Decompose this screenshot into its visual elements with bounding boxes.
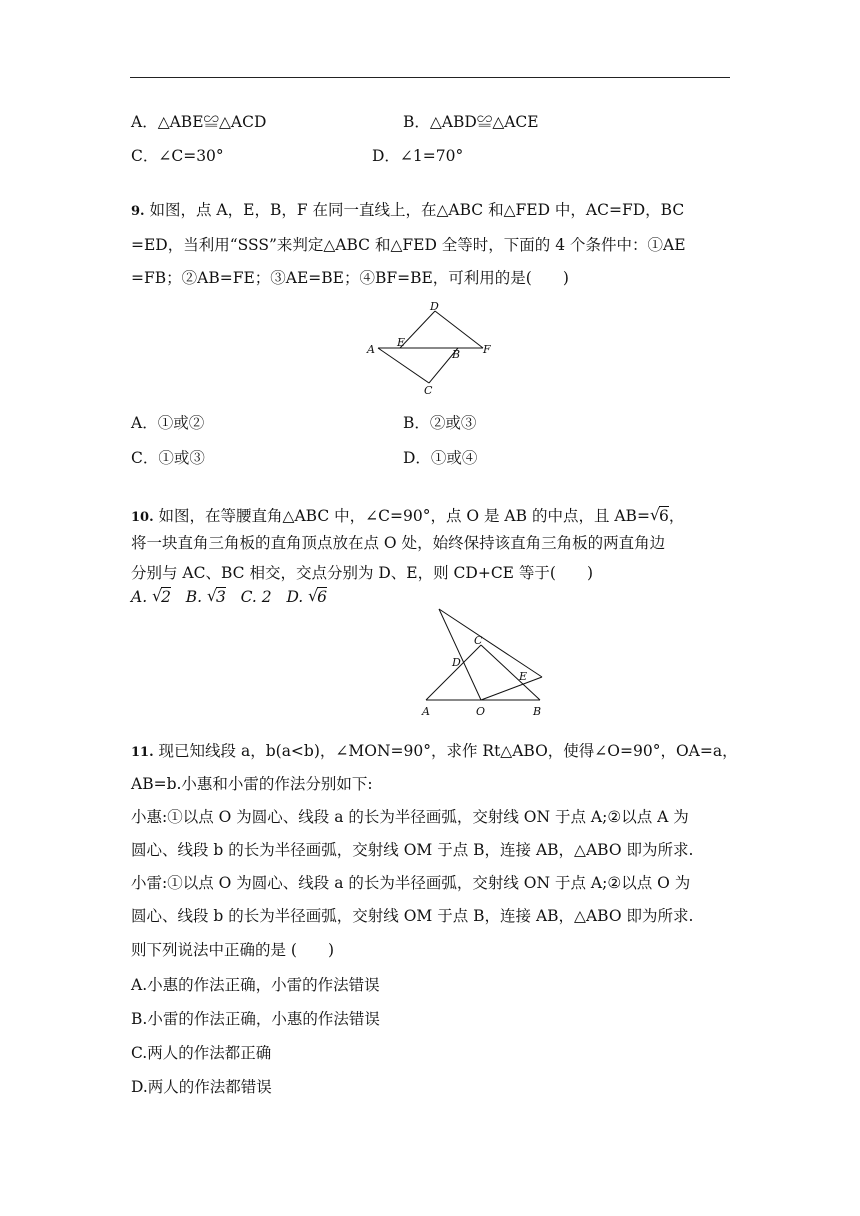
q10-sqrt-6 [650,506,669,526]
q10-line-1 [131,506,684,528]
q10-option-a-letter: A. [131,588,153,606]
q10-option-d-letter: D. [286,588,309,606]
header-rule [130,77,730,78]
q9-option-d[interactable]: D．①或④ [403,449,478,467]
q10-label-b: B [533,705,542,718]
q10-option-b[interactable] [186,588,226,606]
q9-label-b: B [452,348,461,361]
q10-sqrt-6-radicand: 6 [658,507,669,525]
q11-line-6: 圆心、线段 b 的长为半径画弧，交射线 OM 于点 B，连接 AB，△ABO 即为所求. [131,907,694,925]
q10-line-3: 分别与 AC、BC 相交，交点分别为 D、E，则 CD+CE 等于( ) [131,564,594,582]
q10-option-b-radicand: 3 [215,588,226,606]
q10-option-b-letter: B. [185,588,207,606]
q9-line-3: =FB；②AB=FE；③AE=BE；④BF=BE，可利用的是( ) [131,269,569,287]
q10-option-a-sqrt [152,587,171,607]
q9-label-e: E [397,336,406,349]
q9-line-2: =ED，当利用“SSS”来判定△ABC 和△FED 全等时，下面的 4 个条件中：①AE [131,236,686,254]
q10-line-2: 将一块直角三角板的直角顶点放在点 O 处，始终保持该直角三角板的两直角边 [131,534,666,552]
q9-text-1: 如图，点 A，E，B，F 在同一直线上，在△ABC 和△FED 中，AC=FD，BC [144,201,685,219]
q11-option-b[interactable]: B.小雷的作法正确，小惠的作法错误 [131,1010,380,1028]
q11-line-2: AB=b.小惠和小雷的作法分别如下: [131,775,373,793]
q10-option-b-sqrt [207,587,226,607]
q10-label-o: O [476,705,486,718]
q9-label-a: A [367,343,375,356]
q10-text-1b: ， [668,507,685,525]
q9-figure [360,296,500,400]
q11-line-7: 则下列说法中正确的是 ( ) [131,941,335,959]
q11-number: 11. [131,745,154,760]
q9-label-d: D [430,300,439,313]
q8-option-c[interactable]: C．∠C=30° [131,147,224,165]
q9-line-1 [131,200,684,222]
q9-option-b[interactable]: B．②或③ [403,414,477,432]
q10-label-d: D [452,656,461,669]
q9-option-a[interactable]: A．①或② [131,414,205,432]
q8-option-b[interactable]: B．△ABD≌△ACE [403,113,539,131]
q11-option-a[interactable]: A.小惠的作法正确，小雷的作法错误 [131,976,380,994]
q11-line-1 [131,741,738,763]
q11-line-5: 小雷:①以点 O 为圆心、线段 a 的长为半径画弧，交射线 ON 于点 A;②以点 O 为 [131,874,691,892]
q8-option-d[interactable]: D．∠1=70° [372,147,464,165]
q9-number: 9. [131,204,145,219]
q10-label-e: E [519,670,528,683]
q10-options-line [131,587,327,607]
q10-label-a: A [422,705,430,718]
q10-option-c[interactable]: C. 2 [240,588,272,606]
q10-figure-lines [426,609,542,700]
q11-line-4: 圆心、线段 b 的长为半径画弧，交射线 OM 于点 B，连接 AB，△ABO 即为所求. [131,841,694,859]
q11-option-d[interactable]: D.两人的作法都错误 [131,1078,272,1096]
q11-text-1: 现已知线段 a，b(a<b)，∠MON=90°，求作 Rt△ABO，使得∠O=90°，OA=a， [153,742,738,760]
q10-option-d-radicand: 6 [317,588,328,606]
q10-option-d[interactable] [286,588,327,606]
q10-option-a[interactable] [131,588,171,606]
q9-label-f: F [483,343,491,356]
q11-line-3: 小惠:①以点 O 为圆心、线段 a 的长为半径画弧，交射线 ON 于点 A;②以点 A 为 [131,808,689,826]
q9-option-c[interactable]: C．①或③ [131,449,205,467]
q9-label-c: C [424,384,433,397]
q10-text-1a: 如图，在等腰直角△ABC 中，∠C=90°，点 O 是 AB 的中点，且 AB= [153,507,650,525]
q10-figure [412,604,552,720]
q11-option-c[interactable]: C.两人的作法都正确 [131,1044,272,1062]
q10-option-d-sqrt [308,587,327,607]
q10-label-c: C [474,634,483,647]
q10-option-a-radicand: 2 [161,588,171,606]
q9-figure-lines [378,311,483,383]
q8-option-a[interactable]: A．△ABE≌△ACD [131,113,267,131]
q10-number: 10. [131,510,154,525]
